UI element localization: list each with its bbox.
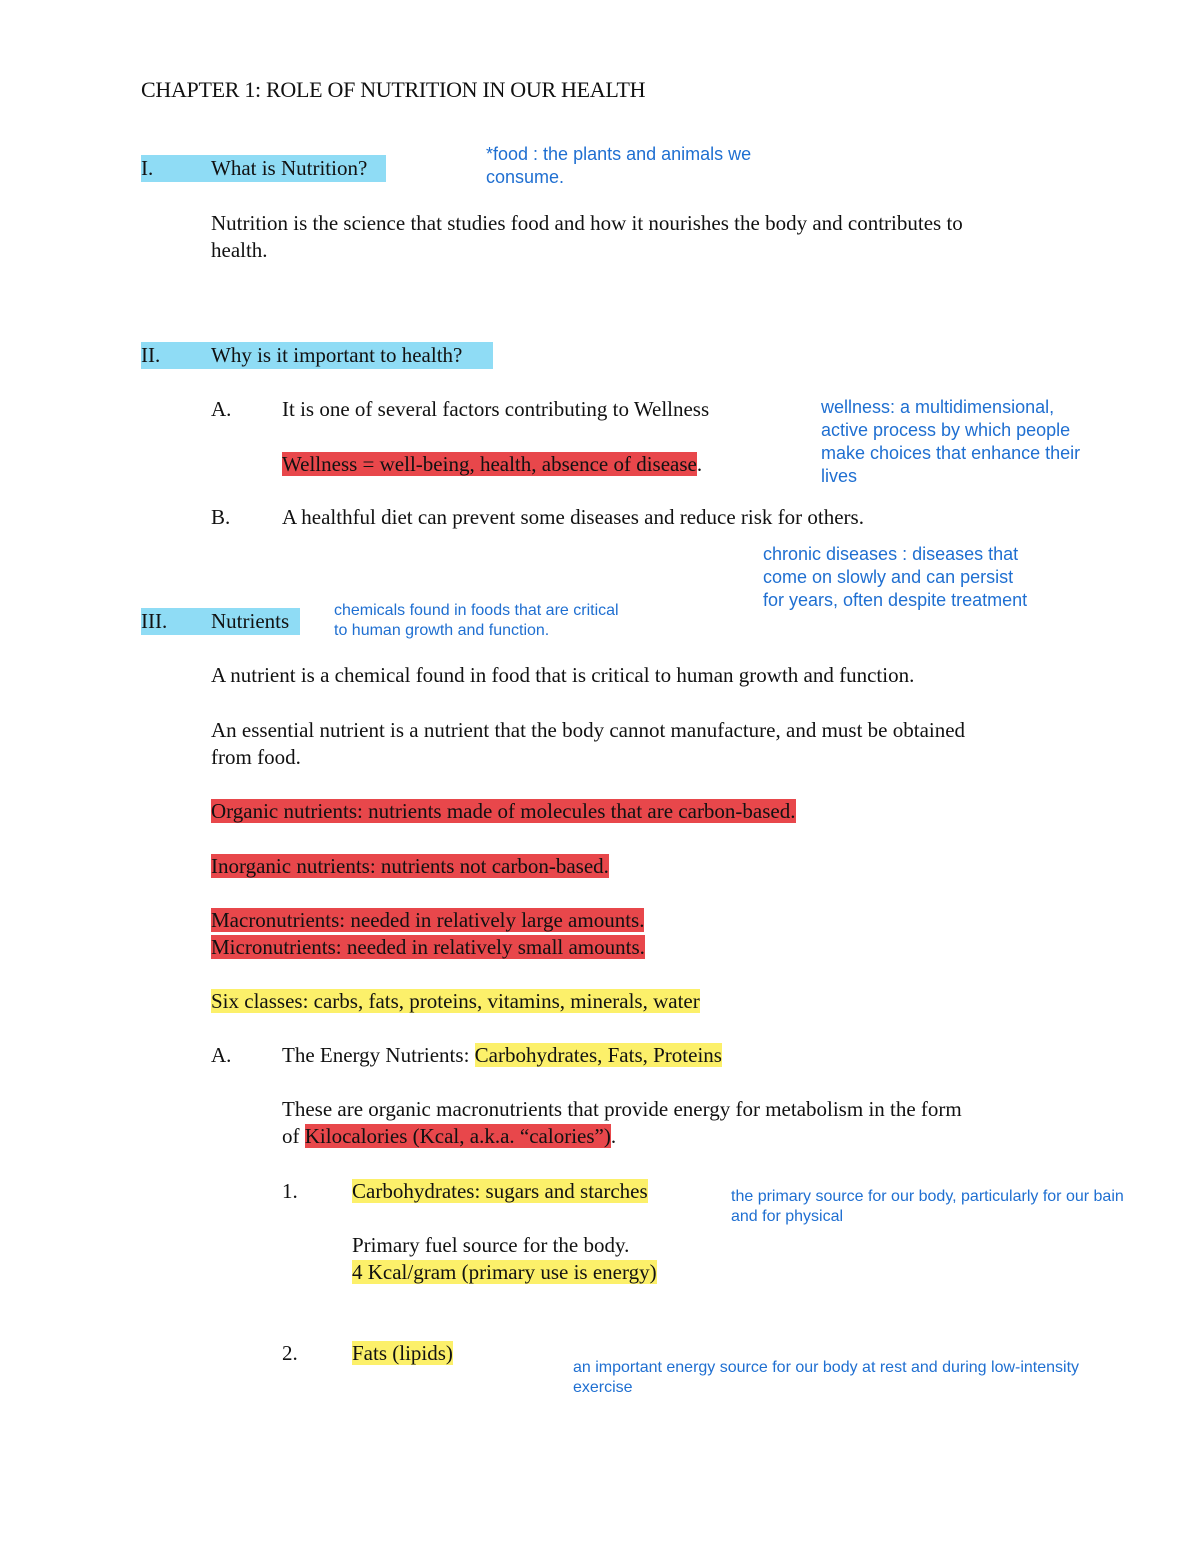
- section-2-number: II.: [141, 343, 161, 367]
- section-3-title: Nutrients: [211, 609, 290, 633]
- item-1-number: 1.: [282, 1179, 298, 1203]
- note-chronic-diseases: chronic diseases : diseases that come on slowly and can persist for years, often despite treatment: [763, 544, 1028, 610]
- organic-nutrients: Organic nutrients: nutrients made of molecules that are carbon-based.: [211, 799, 796, 823]
- energy-nutrients: The Energy Nutrients: Carbohydrates, Fats, Proteins: [282, 1043, 722, 1067]
- section-1-title: What is Nutrition?: [211, 156, 368, 180]
- section-1-number: I.: [141, 156, 154, 180]
- note-nutrients: chemicals found in foods that are critical to human growth and function.: [334, 602, 619, 639]
- essential-nutrient-definition: An essential nutrient is a nutrient that the body cannot manufacture, and must be obtained from food.: [211, 718, 966, 769]
- item-1-description: Primary fuel source for the body. 4 Kcal/gram (primary use is energy): [352, 1233, 657, 1284]
- six-classes: Six classes: carbs, fats, proteins, vitamins, minerals, water: [211, 989, 700, 1013]
- section-2-item-a-label: A.: [211, 397, 232, 421]
- macronutrients: Macronutrients: needed in relatively large amounts.: [211, 908, 645, 932]
- section-2-heading: [141, 342, 493, 369]
- note-carbohydrates: the primary source for our body, particularly for our bain and for physical: [731, 1188, 1124, 1225]
- section-2-item-b-text: A healthful diet can prevent some diseases and reduce risk for others.: [282, 505, 864, 529]
- energy-description: These are organic macronutrients that provide energy for metabolism in the form of Kilocalories (Kcal, a.k.a. “calories”).: [282, 1097, 962, 1148]
- page-title: CHAPTER 1: ROLE OF NUTRITION IN OUR HEALTH: [141, 77, 646, 102]
- section-1-heading: [141, 155, 386, 182]
- micronutrients: Micronutrients: needed in relatively small amounts.: [211, 935, 645, 959]
- section-3-number: III.: [141, 609, 168, 633]
- inorganic-nutrients: Inorganic nutrients: nutrients not carbon-based.: [211, 854, 609, 878]
- section-3-item-a-label: A.: [211, 1043, 232, 1067]
- item-1-heading: Carbohydrates: sugars and starches: [352, 1179, 648, 1203]
- item-2-heading: Fats (lipids): [352, 1341, 453, 1365]
- note-wellness: wellness: a multidimensional, active process by which people make choices that enhance their lives: [821, 397, 1081, 486]
- section-2-item-a-text: It is one of several factors contributing to Wellness: [282, 397, 710, 421]
- item-2-number: 2.: [282, 1341, 298, 1365]
- section-1-body: Nutrition is the science that studies food and how it nourishes the body and contributes to health.: [211, 211, 963, 262]
- note-food: *food : the plants and animals we consume.: [486, 144, 752, 187]
- note-fats: an important energy source for our body at rest and during low-intensity exercise: [573, 1359, 1080, 1396]
- section-2-item-b-label: B.: [211, 505, 231, 529]
- nutrient-definition: A nutrient is a chemical found in food that is critical to human growth and function.: [211, 663, 915, 687]
- wellness-definition: Wellness = well-being, health, absence of disease.: [282, 452, 703, 476]
- section-2-title: Why is it important to health?: [211, 343, 463, 367]
- section-3-heading: [141, 608, 300, 635]
